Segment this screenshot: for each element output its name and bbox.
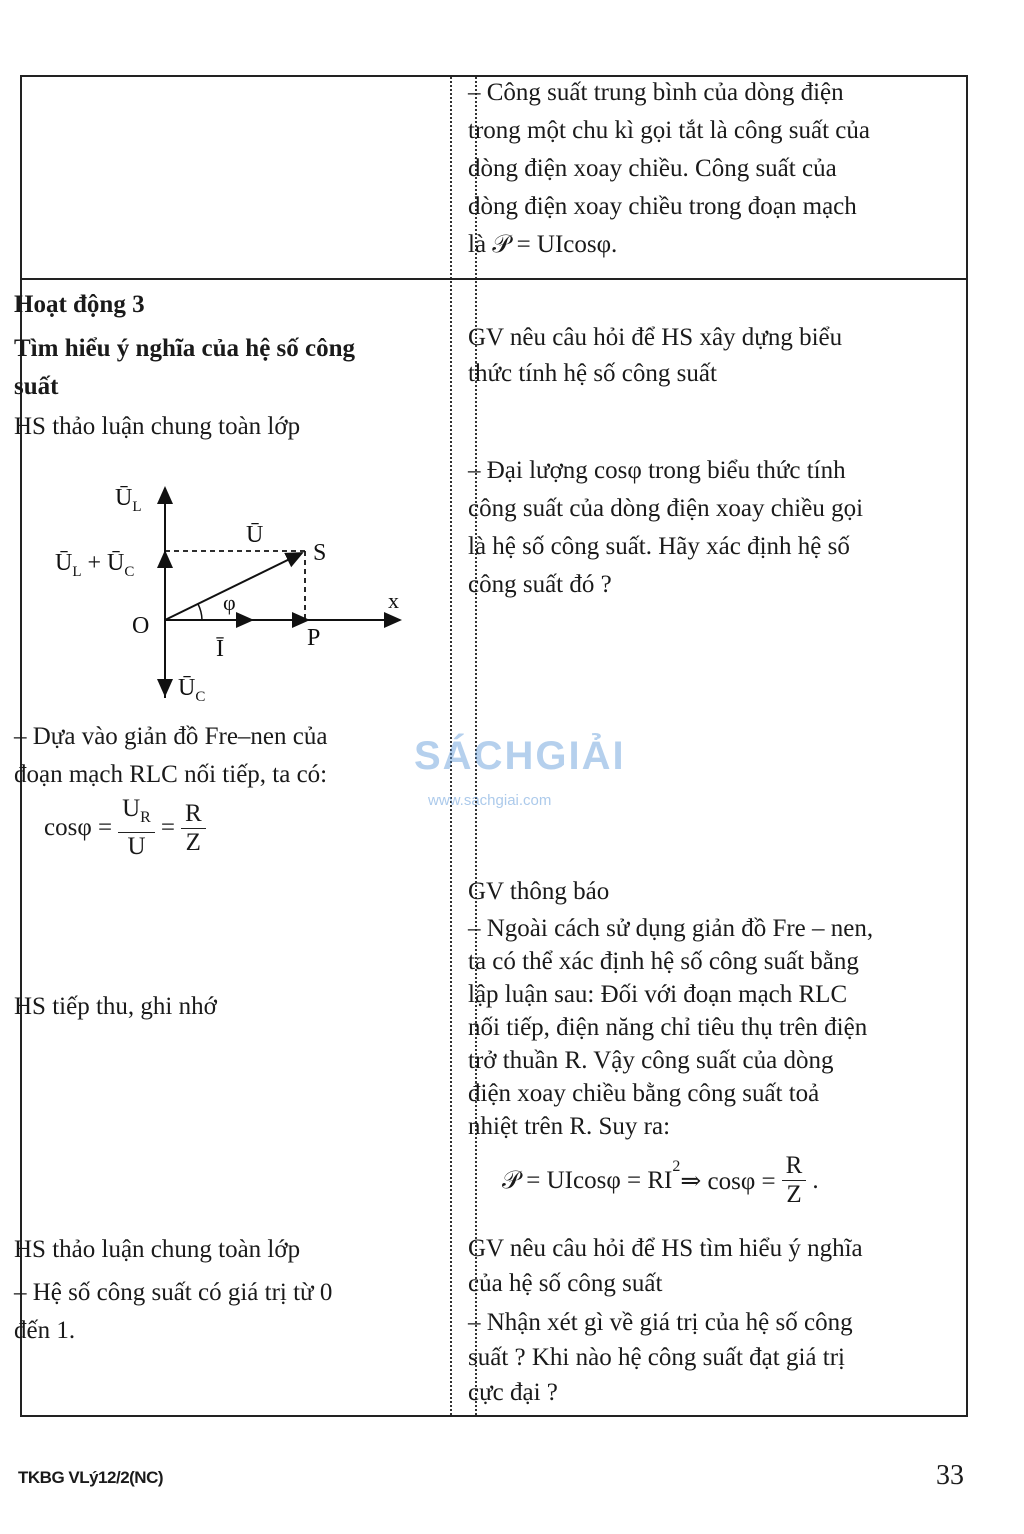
receive-text: HS tiếp thu, ghi nhớ bbox=[14, 993, 217, 1020]
text-line: suất bbox=[14, 373, 59, 400]
answer-text bbox=[14, 1274, 414, 1350]
label-u: Ū bbox=[246, 522, 264, 548]
label-ul-uc: $Ū_L$ + $Ū_C$ bbox=[55, 550, 135, 580]
text-line: trở thuần R. Vậy công suất của dòng bbox=[468, 1047, 834, 1074]
cos-formula bbox=[44, 795, 212, 861]
label-phi: φ bbox=[223, 590, 236, 615]
discussion-text-2: HS thảo luận chung toàn lớp bbox=[14, 1236, 301, 1263]
fraction bbox=[181, 800, 206, 857]
text-line: – Hệ số công suất có giá trị từ 0 bbox=[14, 1279, 333, 1306]
fresnel-text bbox=[14, 718, 414, 794]
text-line: công suất đó ? bbox=[468, 571, 612, 598]
text-line: cực đại ? bbox=[468, 1379, 558, 1406]
denominator: Z bbox=[786, 1181, 802, 1208]
numerator: U bbox=[122, 795, 141, 822]
fraction bbox=[782, 1152, 807, 1209]
activity-heading: Hoạt động 3 bbox=[14, 291, 145, 318]
text-line: nối tiếp, điện năng chỉ tiêu thụ trên điện bbox=[468, 1014, 868, 1041]
text-line: dòng điện xoay chiều. Công suất của bbox=[468, 155, 837, 182]
text-line: thức tính hệ số công suất bbox=[468, 360, 717, 387]
text-line: – Nhận xét gì về giá trị của hệ số công bbox=[468, 1309, 853, 1336]
text-line: ta có thể xác định hệ số công suất bằng bbox=[468, 948, 859, 975]
page-number: 33 bbox=[936, 1460, 964, 1491]
text-line: lập luận sau: Đối với đoạn mạch RLC bbox=[468, 981, 848, 1008]
text-line: là hệ số công suất. Hãy xác định hệ số bbox=[468, 533, 850, 560]
text-line: của hệ số công suất bbox=[468, 1270, 663, 1297]
numerator: R bbox=[181, 800, 206, 829]
text-line: trong một chu kì gọi tắt là công suất của bbox=[468, 117, 870, 144]
text-line: GV nêu câu hỏi để HS tìm hiểu ý nghĩa bbox=[468, 1235, 863, 1262]
teacher-question-4 bbox=[468, 1305, 936, 1410]
phasor-diagram bbox=[30, 470, 410, 715]
denominator: Z bbox=[185, 828, 201, 856]
equals-sign: = bbox=[160, 814, 175, 841]
book-code: TKBG VLý12/2(NC) bbox=[18, 1468, 164, 1487]
label-s: S bbox=[313, 540, 327, 566]
text-line: – Đại lượng cosφ trong biểu thức tính bbox=[468, 457, 846, 484]
formula-mid: ⇒ cosφ = bbox=[680, 1167, 776, 1195]
label-o: O bbox=[132, 613, 150, 639]
text-line: đoạn mạch RLC nối tiếp, ta có: bbox=[14, 761, 328, 788]
teacher-notice-heading: GV thông báo bbox=[468, 878, 610, 905]
teacher-question-2 bbox=[468, 452, 936, 604]
text-line: – Ngoài cách sử dụng giản đồ Fre – nen, bbox=[468, 915, 874, 942]
row-divider bbox=[22, 278, 966, 280]
text-line: – Dựa vào giản đồ Fre–nen của bbox=[14, 723, 328, 750]
text-line: đến 1. bbox=[14, 1317, 76, 1344]
text-line: Tìm hiểu ý nghĩa của hệ số công bbox=[14, 335, 356, 362]
label-ul: $Ū_L$ bbox=[115, 485, 142, 515]
formula-lhs: 𝒫 = UIcosφ = RI bbox=[502, 1166, 673, 1194]
watermark-text: SÁCHGIẢI bbox=[414, 734, 626, 778]
denominator: U bbox=[127, 833, 146, 860]
activity-title bbox=[14, 330, 414, 406]
fraction bbox=[118, 795, 155, 861]
superscript: 2 bbox=[672, 1158, 681, 1175]
label-uc: $Ū_C$ bbox=[178, 675, 206, 705]
watermark-url: www.sachgiai.com bbox=[428, 792, 552, 809]
label-x: x bbox=[388, 588, 399, 613]
angle-arc bbox=[198, 604, 202, 620]
formula-lhs: cosφ = bbox=[44, 814, 113, 841]
teacher-question-3 bbox=[468, 1231, 936, 1301]
text-line: công suất của dòng điện xoay chiều gọi bbox=[468, 495, 864, 522]
teacher-question-1 bbox=[468, 320, 936, 392]
text-line: là 𝒫 = UIcosφ. bbox=[468, 231, 618, 258]
text-line: nhiệt trên R. Suy ra: bbox=[468, 1113, 671, 1140]
text-line: GV nêu câu hỏi để HS xây dựng biểu bbox=[468, 324, 843, 351]
text-line: suất ? Khi nào hệ công suất đạt giá trị bbox=[468, 1344, 845, 1371]
text-line: dòng điện xoay chiều trong đoạn mạch bbox=[468, 193, 857, 220]
discussion-text: HS thảo luận chung toàn lớp bbox=[14, 413, 301, 440]
top-right-cell bbox=[468, 74, 936, 264]
teacher-notice bbox=[468, 912, 936, 1143]
text-line: – Công suất trung bình của dòng điện bbox=[468, 79, 844, 106]
power-formula bbox=[502, 1152, 819, 1209]
formula-end: . bbox=[812, 1166, 819, 1194]
label-i: Ī bbox=[216, 636, 224, 662]
subscript: R bbox=[140, 809, 151, 826]
label-p: P bbox=[307, 625, 321, 651]
text-line: điện xoay chiều bằng công suất toả bbox=[468, 1080, 820, 1107]
numerator: R bbox=[782, 1152, 807, 1181]
